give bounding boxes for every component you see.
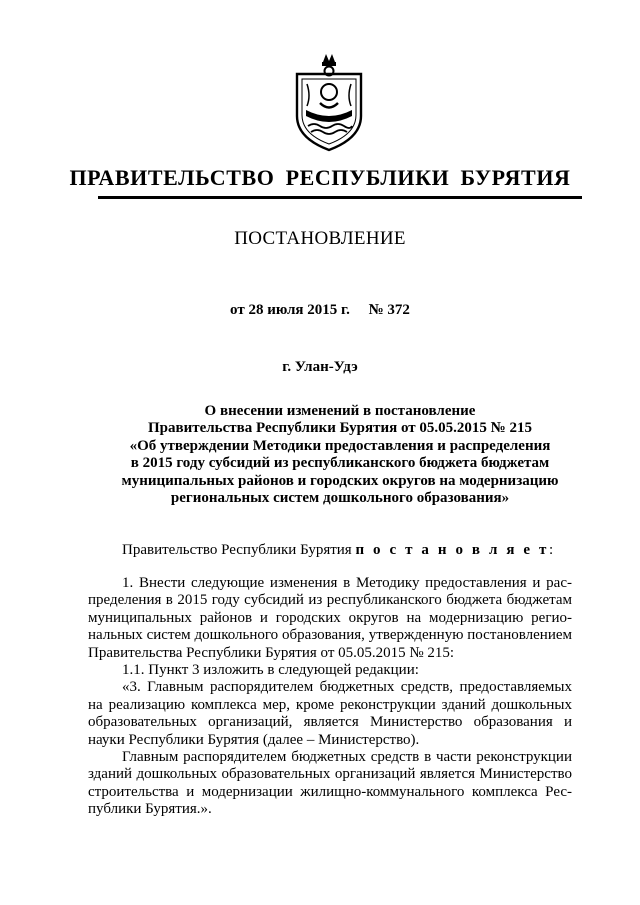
document-type: ПОСТАНОВЛЕНИЕ — [234, 228, 406, 249]
body-line: муниципальных районов и городских округов на модернизацию регио- — [88, 609, 572, 626]
subject-line: в 2015 году субсидий из республиканского бюджета бюджетам — [130, 455, 550, 472]
decree-intro — [122, 542, 553, 559]
document-subject — [80, 403, 600, 507]
subject-line: О внесении изменений в постановление — [204, 403, 476, 419]
document-city: г. Улан-Удэ — [282, 359, 358, 375]
header-divider — [98, 196, 582, 199]
subject-line: региональных систем дошкольного образования» — [170, 490, 510, 507]
subject-line: «Об утверждении Методики предоставления и распределения — [129, 437, 551, 454]
decree-word: п о с т а н о в л я е т — [355, 542, 549, 558]
body-line: науки Республики Бурятия (далее – Министерство). — [88, 731, 420, 748]
subject-line: муниципальных районов и городских округов на модернизацию — [121, 472, 559, 489]
body-line: пределения в 2015 году субсидий из республиканского бюджета бюджетам — [88, 592, 572, 609]
body-line: Правительства Республики Бурятия от 05.05.2015 № 215: — [88, 644, 455, 661]
body-line: нальных систем дошкольного образования, утвержденную постановлением — [88, 627, 572, 644]
body-line: строительства и модернизации жилищно-коммунального комплекса Рес- — [88, 783, 572, 800]
intro-suffix: : — [548, 542, 554, 558]
organization-title: ПРАВИТЕЛЬСТВО РЕСПУБЛИКИ БУРЯТИЯ — [69, 165, 571, 190]
document-date-number: от 28 июля 2015 г. № 372 — [230, 302, 410, 318]
buryatia-coat-of-arms-icon — [293, 52, 365, 154]
subject-line: Правительства Республики Бурятия от 05.05.2015 № 215 — [147, 420, 532, 437]
body-line: образовательных организаций, является Министерство образования и — [88, 714, 572, 731]
document-body — [88, 575, 572, 819]
body-line: 1.1. Пункт 3 изложить в следующей редакции: — [122, 662, 419, 679]
body-line: публики Бурятия.». — [88, 801, 212, 818]
body-line: 1. Внести следующие изменения в Методику предоставления и рас- — [122, 575, 572, 591]
intro-prefix: Правительство Республики Бурятия — [122, 542, 356, 558]
body-line: «3. Главным распорядителем бюджетных средств, предоставляемых — [122, 679, 572, 696]
body-line: на реализацию комплекса мер, кроме реконструкции зданий дошкольных — [88, 696, 572, 713]
body-line: зданий дошкольных образовательных организаций является Министерство — [88, 766, 572, 783]
body-line: Главным распорядителем бюджетных средств в части реконструкции — [122, 749, 572, 766]
